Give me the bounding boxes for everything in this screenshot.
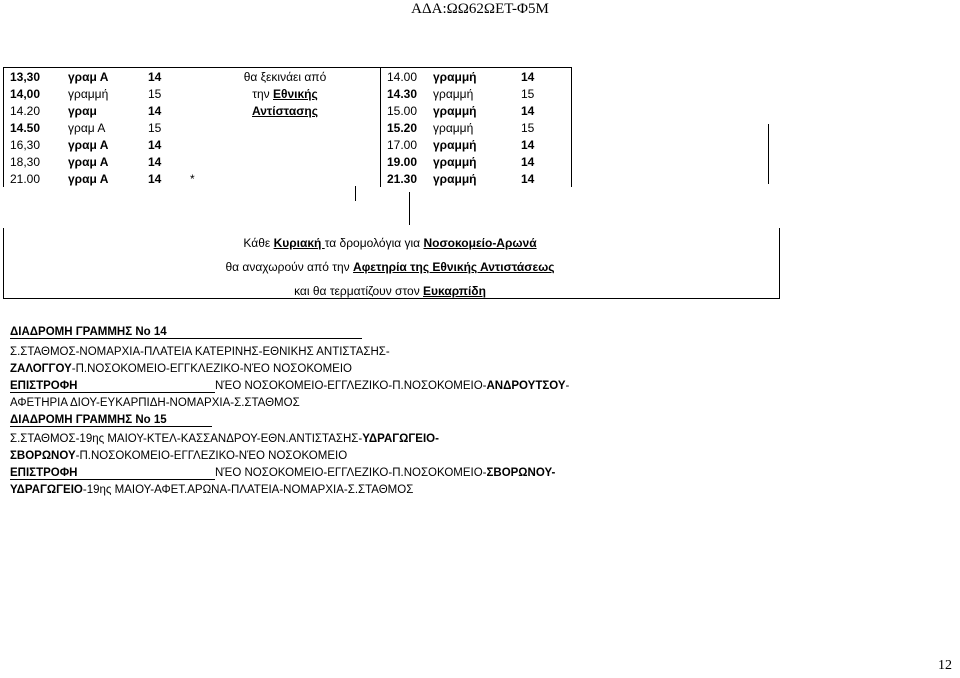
- departure-line-number: 14: [148, 171, 162, 186]
- departure-time: 16,30: [4, 136, 63, 153]
- departure-time: 14,00: [4, 85, 63, 102]
- departure-time: 18,30: [4, 153, 63, 170]
- departure-line-number: 14: [148, 137, 162, 152]
- departure-line-number: 14: [148, 154, 162, 169]
- route-14-return-2: ΑΦΕΤΗΡΙΑ ΔΙΟΥ-ΕΥΚΑΡΠΙΔΗ-ΝΟΜΑΡΧΙΑ-Σ.ΣΤΑΘΜΟΣ: [10, 397, 300, 409]
- route-stop-bold: ΣΒΟΡΩΝΟΥ: [10, 450, 76, 462]
- return-time: 19.00: [381, 153, 428, 170]
- return-line-label: γραμμή: [433, 120, 474, 135]
- return-time: 14.30: [381, 85, 428, 102]
- route-stops: -Π.ΝΟΣΟΚΟΜΕΙΟ-ΕΓΓΛΕΖΙΚΟ-ΝΈΟ ΝΟΣΟΚΟΜΕΙΟ: [75, 450, 348, 462]
- note-text: την: [252, 86, 273, 101]
- frame-line: [3, 298, 780, 299]
- note-place: Ευκαρπίδη: [423, 284, 486, 298]
- schedule-table: [3, 67, 572, 187]
- departure-line-number: 14: [148, 103, 162, 118]
- schedule-row: [4, 102, 572, 119]
- note-text: και θα τερματίζουν στον: [294, 284, 424, 298]
- return-line-number: 14: [515, 68, 572, 86]
- departure-line-number: 14: [142, 68, 184, 86]
- return-time: 21.30: [381, 170, 428, 187]
- schedule-row: [4, 153, 572, 170]
- return-line-number: 14: [515, 153, 572, 170]
- departure-time: 13,30: [4, 68, 63, 86]
- row-note: Αντίστασης: [184, 102, 381, 119]
- route-stops: Σ.ΣΤΑΘΜΟΣ-19ης ΜΑΙΟΥ-ΚΤΕΛ-ΚΑΣΣΑΝΔΡΟΥ-ΕΘΝ.ΑΝΤΙΣΤΑΣΗΣ-: [10, 433, 363, 445]
- page-number: 12: [938, 658, 952, 673]
- note-place: Αφετηρία της Εθνικής Αντιστάσεως: [353, 260, 555, 274]
- return-line-label: γραμμή: [433, 103, 477, 118]
- schedule-row: [4, 68, 572, 86]
- return-label: ΕΠΙΣΤΡΟΦΗ: [10, 467, 215, 480]
- route-stops: -: [565, 380, 570, 392]
- route-14-outbound-1: Σ.ΣΤΑΘΜΟΣ-ΝΟΜΑΡΧΙΑ-ΠΛΑΤΕΙΑ ΚΑΤΕΡΙΝΗΣ-ΕΘΝΙΚΗΣ ΑΝΤΙΣΤΑΣΗΣ-: [10, 346, 390, 358]
- sunday-note-line-1: [0, 236, 780, 250]
- departure-line-label: γραμ Α: [68, 154, 109, 169]
- return-line-number: 14: [515, 170, 572, 187]
- sunday-note-line-2: [0, 260, 780, 274]
- departure-line-label: γραμ Α: [68, 120, 106, 135]
- departure-line-label: γραμμή: [68, 86, 109, 101]
- departure-line-number: 15: [148, 86, 162, 101]
- departure-line-label: γραμ: [68, 103, 97, 118]
- return-line-label: γραμμή: [433, 171, 477, 186]
- frame-line: [355, 186, 356, 201]
- return-line-label: γραμμή: [427, 68, 515, 86]
- return-line-number: 15: [515, 119, 572, 136]
- route-title: ΔΙΑΔΡΟΜΗ ΓΡΑΜΜΗΣ Νο 14: [10, 326, 362, 339]
- note-route: Νοσοκομείο-Αρωνά: [423, 236, 537, 250]
- schedule-row: [4, 136, 572, 153]
- departure-line-label: γραμ Α: [62, 68, 142, 86]
- route-stop-bold: ΥΔΡΑΓΩΓΕΙΟ: [10, 484, 83, 496]
- departure-time: 14.20: [4, 102, 63, 119]
- route-stop-bold: ΑΝΔΡΟΥΤΣΟΥ: [486, 380, 566, 392]
- frame-line: [768, 124, 769, 184]
- document-ada-code: ΑΔΑ:ΩΩ62ΩΕΤ-Φ5Μ: [411, 1, 549, 17]
- return-label: ΕΠΙΣΤΡΟΦΗ: [10, 380, 215, 393]
- route-stop-bold: ΖΑΛΟΓΓΟΥ: [10, 363, 72, 375]
- return-line-number: 14: [515, 102, 572, 119]
- route-14-return-1: [10, 380, 569, 393]
- departure-line-number: 15: [148, 120, 162, 135]
- schedule-row: [4, 170, 572, 187]
- return-time: 14.00: [381, 68, 428, 86]
- route-15-outbound-2: [10, 450, 347, 462]
- row-note: [184, 153, 381, 170]
- route-stop-bold: ΣΒΟΡΩΝΟΥ-: [486, 467, 556, 479]
- route-stops: ΝΈΟ ΝΟΣΟΚΟΜΕΙΟ-ΕΓΓΛΕΖΙΚΟ-Π.ΝΟΣΟΚΟΜΕΙΟ-: [215, 467, 487, 479]
- return-line-label: γραμμή: [433, 137, 477, 152]
- return-line-number: 15: [515, 85, 572, 102]
- frame-line: [409, 192, 410, 225]
- route-14-outbound-2: [10, 363, 352, 375]
- row-note: [184, 136, 381, 153]
- return-line-number: 14: [515, 136, 572, 153]
- row-note: [184, 85, 381, 102]
- row-note: *: [184, 170, 381, 187]
- return-time: 17.00: [381, 136, 428, 153]
- route-15-outbound-1: [10, 433, 439, 445]
- route-15-title: [10, 414, 212, 427]
- route-stops: ΝΈΟ ΝΟΣΟΚΟΜΕΙΟ-ΕΓΓΛΕΖΙΚΟ-Π.ΝΟΣΟΚΟΜΕΙΟ-: [215, 380, 487, 392]
- departure-line-label: γραμ Α: [68, 137, 109, 152]
- row-note: θα ξεκινάει από: [184, 68, 381, 86]
- departure-line-label: γραμ Α: [68, 171, 109, 186]
- note-text: θα αναχωρούν από την: [225, 260, 354, 274]
- schedule-row: [4, 85, 572, 102]
- note-text: Κάθε: [243, 236, 274, 250]
- route-stops: -19ης ΜΑΙΟΥ-ΑΦΕΤ.ΑΡΩΝΑ-ΠΛΑΤΕΙΑ-ΝΟΜΑΡΧΙΑ-Σ.ΣΤΑΘΜΟΣ: [82, 484, 414, 496]
- route-15-return-2: [10, 484, 413, 496]
- departure-time: 14.50: [4, 119, 63, 136]
- route-15-return-1: [10, 467, 555, 480]
- route-stops: -Π.ΝΟΣΟΚΟΜΕΙΟ-ΕΓΓΚΛΕΖΙΚΟ-ΝΈΟ ΝΟΣΟΚΟΜΕΙΟ: [71, 363, 352, 375]
- sunday-note-line-3: [0, 284, 780, 298]
- return-time: 15.00: [381, 102, 428, 119]
- note-sunday: Κυριακή: [273, 236, 325, 250]
- note-street: Εθνικής: [272, 86, 318, 101]
- route-title: ΔΙΑΔΡΟΜΗ ΓΡΑΜΜΗΣ Νο 15: [10, 414, 212, 427]
- row-note: [184, 119, 381, 136]
- route-stop-bold: ΥΔΡΑΓΩΓΕΙΟ-: [362, 433, 439, 445]
- note-text: τα δρομολόγια για: [324, 236, 424, 250]
- route-14-title: [10, 326, 362, 339]
- return-time: 15.20: [381, 119, 428, 136]
- return-line-label: γραμμή: [433, 154, 477, 169]
- return-line-label: γραμμή: [433, 86, 474, 101]
- schedule-row: [4, 119, 572, 136]
- departure-time: 21.00: [4, 170, 63, 187]
